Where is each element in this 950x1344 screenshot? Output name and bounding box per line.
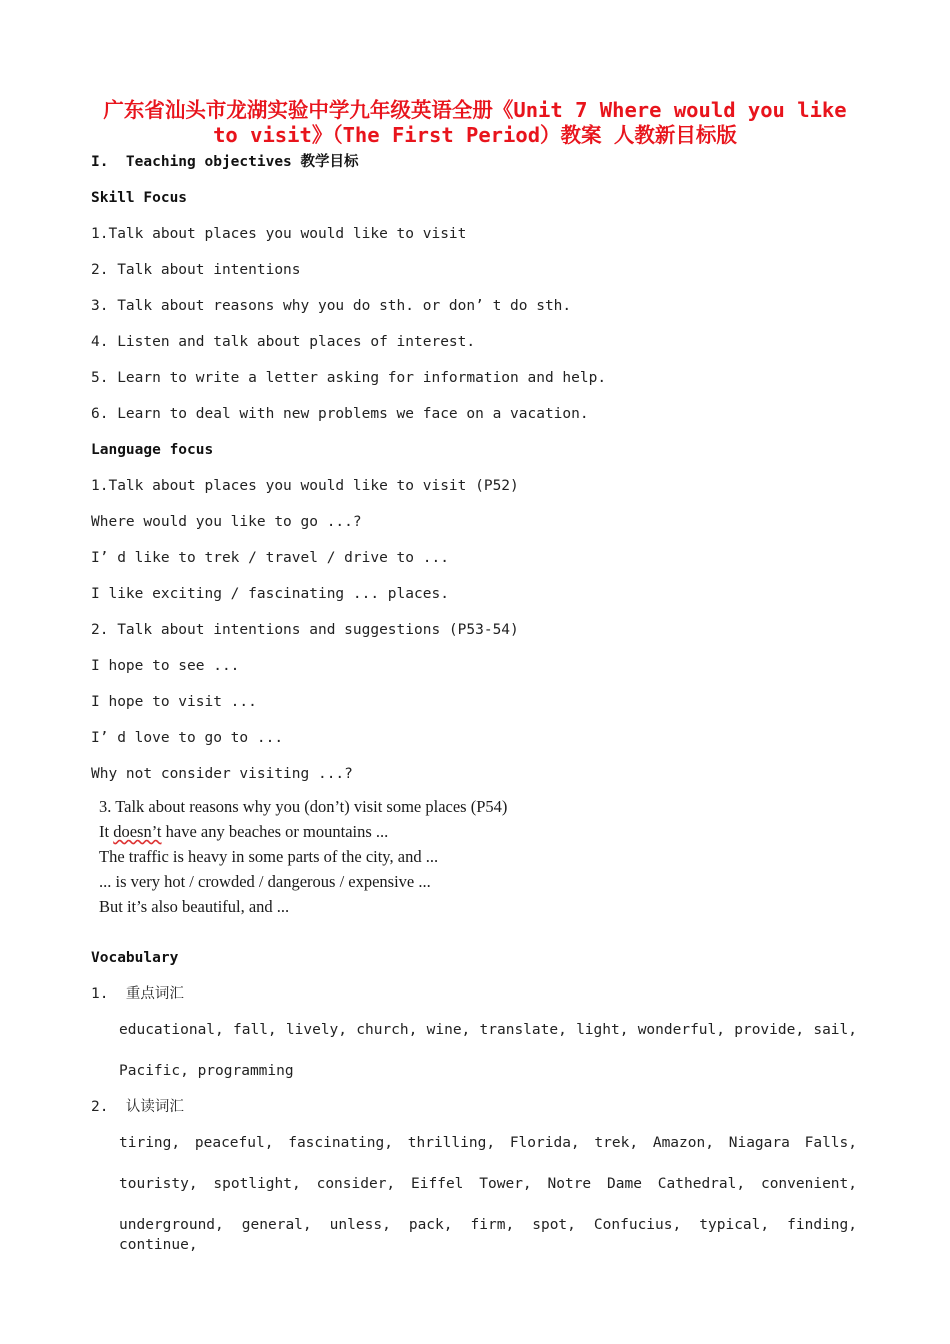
- language-line: I like exciting / fascinating ... places.: [91, 586, 449, 602]
- vocabulary-group-label: 1. 重点词汇: [91, 986, 184, 1002]
- document-title: [60, 98, 890, 148]
- embedded-reasons-box: [99, 794, 619, 919]
- spellcheck-underlined-word: doesn’t: [113, 822, 162, 841]
- skill-item: 2. Talk about intentions: [91, 262, 301, 278]
- vocabulary-line: tiring, peaceful, fascinating, thrilling, Florida, trek, Amazon, Niagara Falls,: [119, 1135, 857, 1151]
- vocabulary-heading: Vocabulary: [91, 950, 179, 966]
- language-line: I hope to visit ...: [91, 694, 257, 710]
- section-heading-objectives: I. Teaching objectives 教学目标: [91, 154, 359, 170]
- language-line: 2. Talk about intentions and suggestions (P53-54): [91, 622, 519, 638]
- embed-line: The traffic is heavy in some parts of the city, and ...: [99, 847, 439, 866]
- language-line: 1.Talk about places you would like to visit (P52): [91, 478, 519, 494]
- embed-line: [99, 819, 619, 844]
- vocabulary-group-label: 2. 认读词汇: [91, 1099, 184, 1115]
- embed-text: It: [99, 822, 114, 841]
- skill-item: 5. Learn to write a letter asking for information and help.: [91, 370, 607, 386]
- skill-focus-heading: Skill Focus: [91, 190, 188, 206]
- embed-text: have any beaches or mountains ...: [161, 822, 389, 841]
- language-line: Where would you like to go ...?: [91, 514, 362, 530]
- skill-item: 6. Learn to deal with new problems we face on a vacation.: [91, 406, 589, 422]
- vocabulary-line: underground, general, unless, pack, firm, spot, Confucius, typical, finding, continue,: [119, 1217, 857, 1253]
- language-line: I’ d like to trek / travel / drive to ...: [91, 550, 449, 566]
- title-line-2: to visit》（The First Period）教案 人教新目标版: [213, 123, 737, 147]
- skill-item: 4. Listen and talk about places of interest.: [91, 334, 476, 350]
- vocabulary-line: Pacific, programming: [119, 1063, 294, 1079]
- skill-item: 1.Talk about places you would like to visit: [91, 226, 467, 242]
- skill-item: 3. Talk about reasons why you do sth. or don’ t do sth.: [91, 298, 572, 314]
- language-line: I’ d love to go to ...: [91, 730, 284, 746]
- language-focus-heading: Language focus: [91, 442, 214, 458]
- language-line: I hope to see ...: [91, 658, 240, 674]
- embed-line: But it’s also beautiful, and ...: [99, 897, 290, 916]
- embed-line: ... is very hot / crowded / dangerous / expensive ...: [99, 872, 431, 891]
- vocabulary-line: educational, fall, lively, church, wine, translate, light, wonderful, provide, sail,: [119, 1022, 857, 1038]
- title-line-1: 广东省汕头市龙湖实验中学九年级英语全册《Unit 7 Where would you like: [103, 98, 847, 122]
- embed-line: 3. Talk about reasons why you (don’t) visit some places (P54): [99, 797, 508, 816]
- vocabulary-line: touristy, spotlight, consider, Eiffel Tower, Notre Dame Cathedral, convenient,: [119, 1176, 857, 1192]
- language-line: Why not consider visiting ...?: [91, 766, 353, 782]
